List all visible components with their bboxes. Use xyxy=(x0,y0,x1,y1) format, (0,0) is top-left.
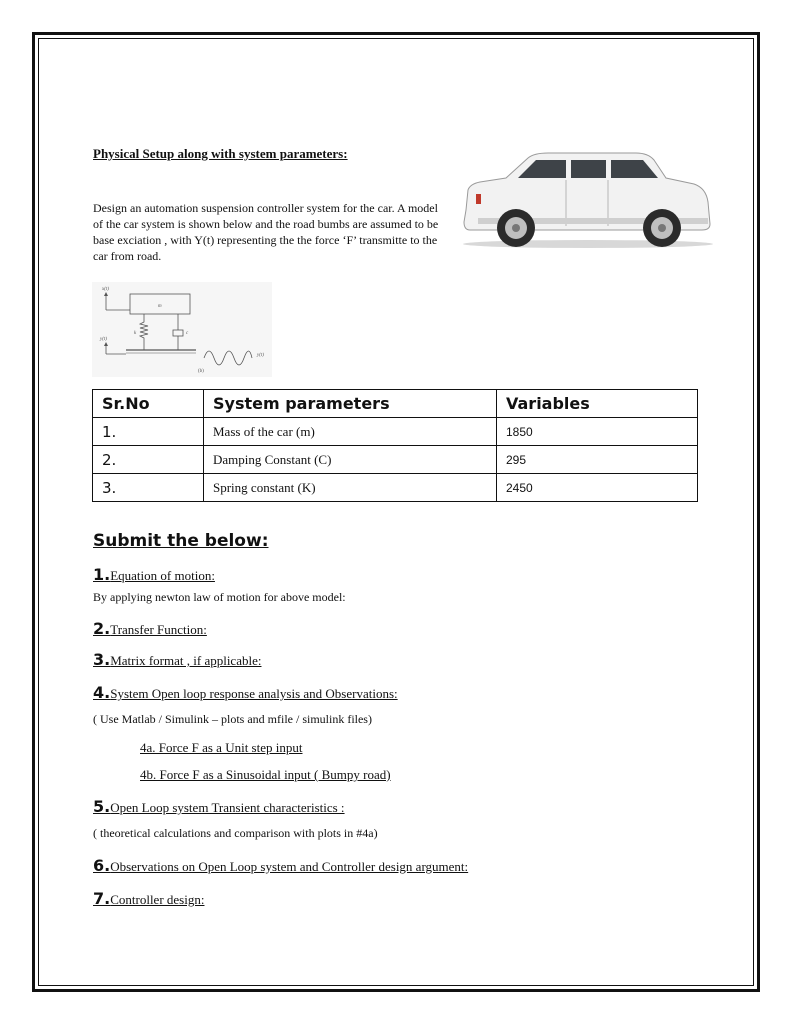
row-sr-no: 3. xyxy=(93,474,204,502)
system-parameters-table xyxy=(92,389,698,502)
header-system-parameters: System parameters xyxy=(204,390,497,418)
intro-paragraph: Design an automation suspension controller system for the car. A model of the car system is shown below and the road bumbs are assumed to be base exciation , with Y(t) representing the the force ‘F’ transmitte to the car from road. xyxy=(93,201,439,263)
k-label: k xyxy=(134,331,137,336)
table-row xyxy=(93,418,698,446)
suspension-model-diagram xyxy=(92,282,272,377)
submit-item-6: 6.Observations on Open Loop system and Controller design argument: xyxy=(93,856,469,875)
row-value: 2450 xyxy=(497,474,698,502)
row-parameter: Spring constant (K) xyxy=(204,474,497,502)
submit-item-3: 3.Matrix format , if applicable: xyxy=(93,650,262,669)
diagram-sub-label: (b) xyxy=(198,369,204,374)
note-item-4: ( Use Matlab / Simulink – plots and mfile / simulink files) xyxy=(93,712,372,726)
header-sr-no: Sr.No xyxy=(93,390,204,418)
table-header-row xyxy=(93,390,698,418)
row-value: 295 xyxy=(497,446,698,474)
header-variables: Variables xyxy=(497,390,698,418)
note-item-5: ( theoretical calculations and comparison with plots in #4a) xyxy=(93,826,378,840)
mass-label: m xyxy=(158,304,162,309)
note-item-1: By applying newton law of motion for above model: xyxy=(93,590,346,604)
c-label: c xyxy=(186,331,189,336)
sub-item-4b: 4b. Force F as a Sinusoidal input ( Bumpy road) xyxy=(140,767,391,782)
row-sr-no: 2. xyxy=(93,446,204,474)
submit-item-2: 2.Transfer Function: xyxy=(93,619,207,638)
submit-item-4: 4.System Open loop response analysis and Observations: xyxy=(93,683,398,702)
y-label-left: y(t) xyxy=(100,337,107,342)
y-label-right: y(t) xyxy=(257,353,264,358)
table-row xyxy=(93,474,698,502)
submit-item-5: 5.Open Loop system Transient characteristics : xyxy=(93,797,345,816)
submit-item-7: 7.Controller design: xyxy=(93,889,205,908)
row-value: 1850 xyxy=(497,418,698,446)
x-label: x(t) xyxy=(102,287,109,292)
row-parameter: Damping Constant (C) xyxy=(204,446,497,474)
sub-item-4a: 4a. Force F as a Unit step input xyxy=(140,740,303,755)
table-row xyxy=(93,446,698,474)
row-parameter: Mass of the car (m) xyxy=(204,418,497,446)
section-title: Physical Setup along with system parameters: xyxy=(93,146,348,161)
submit-heading: Submit the below: xyxy=(93,531,269,551)
suv-car-image xyxy=(458,150,716,250)
row-sr-no: 1. xyxy=(93,418,204,446)
submit-item-1: 1.Equation of motion: xyxy=(93,565,215,584)
